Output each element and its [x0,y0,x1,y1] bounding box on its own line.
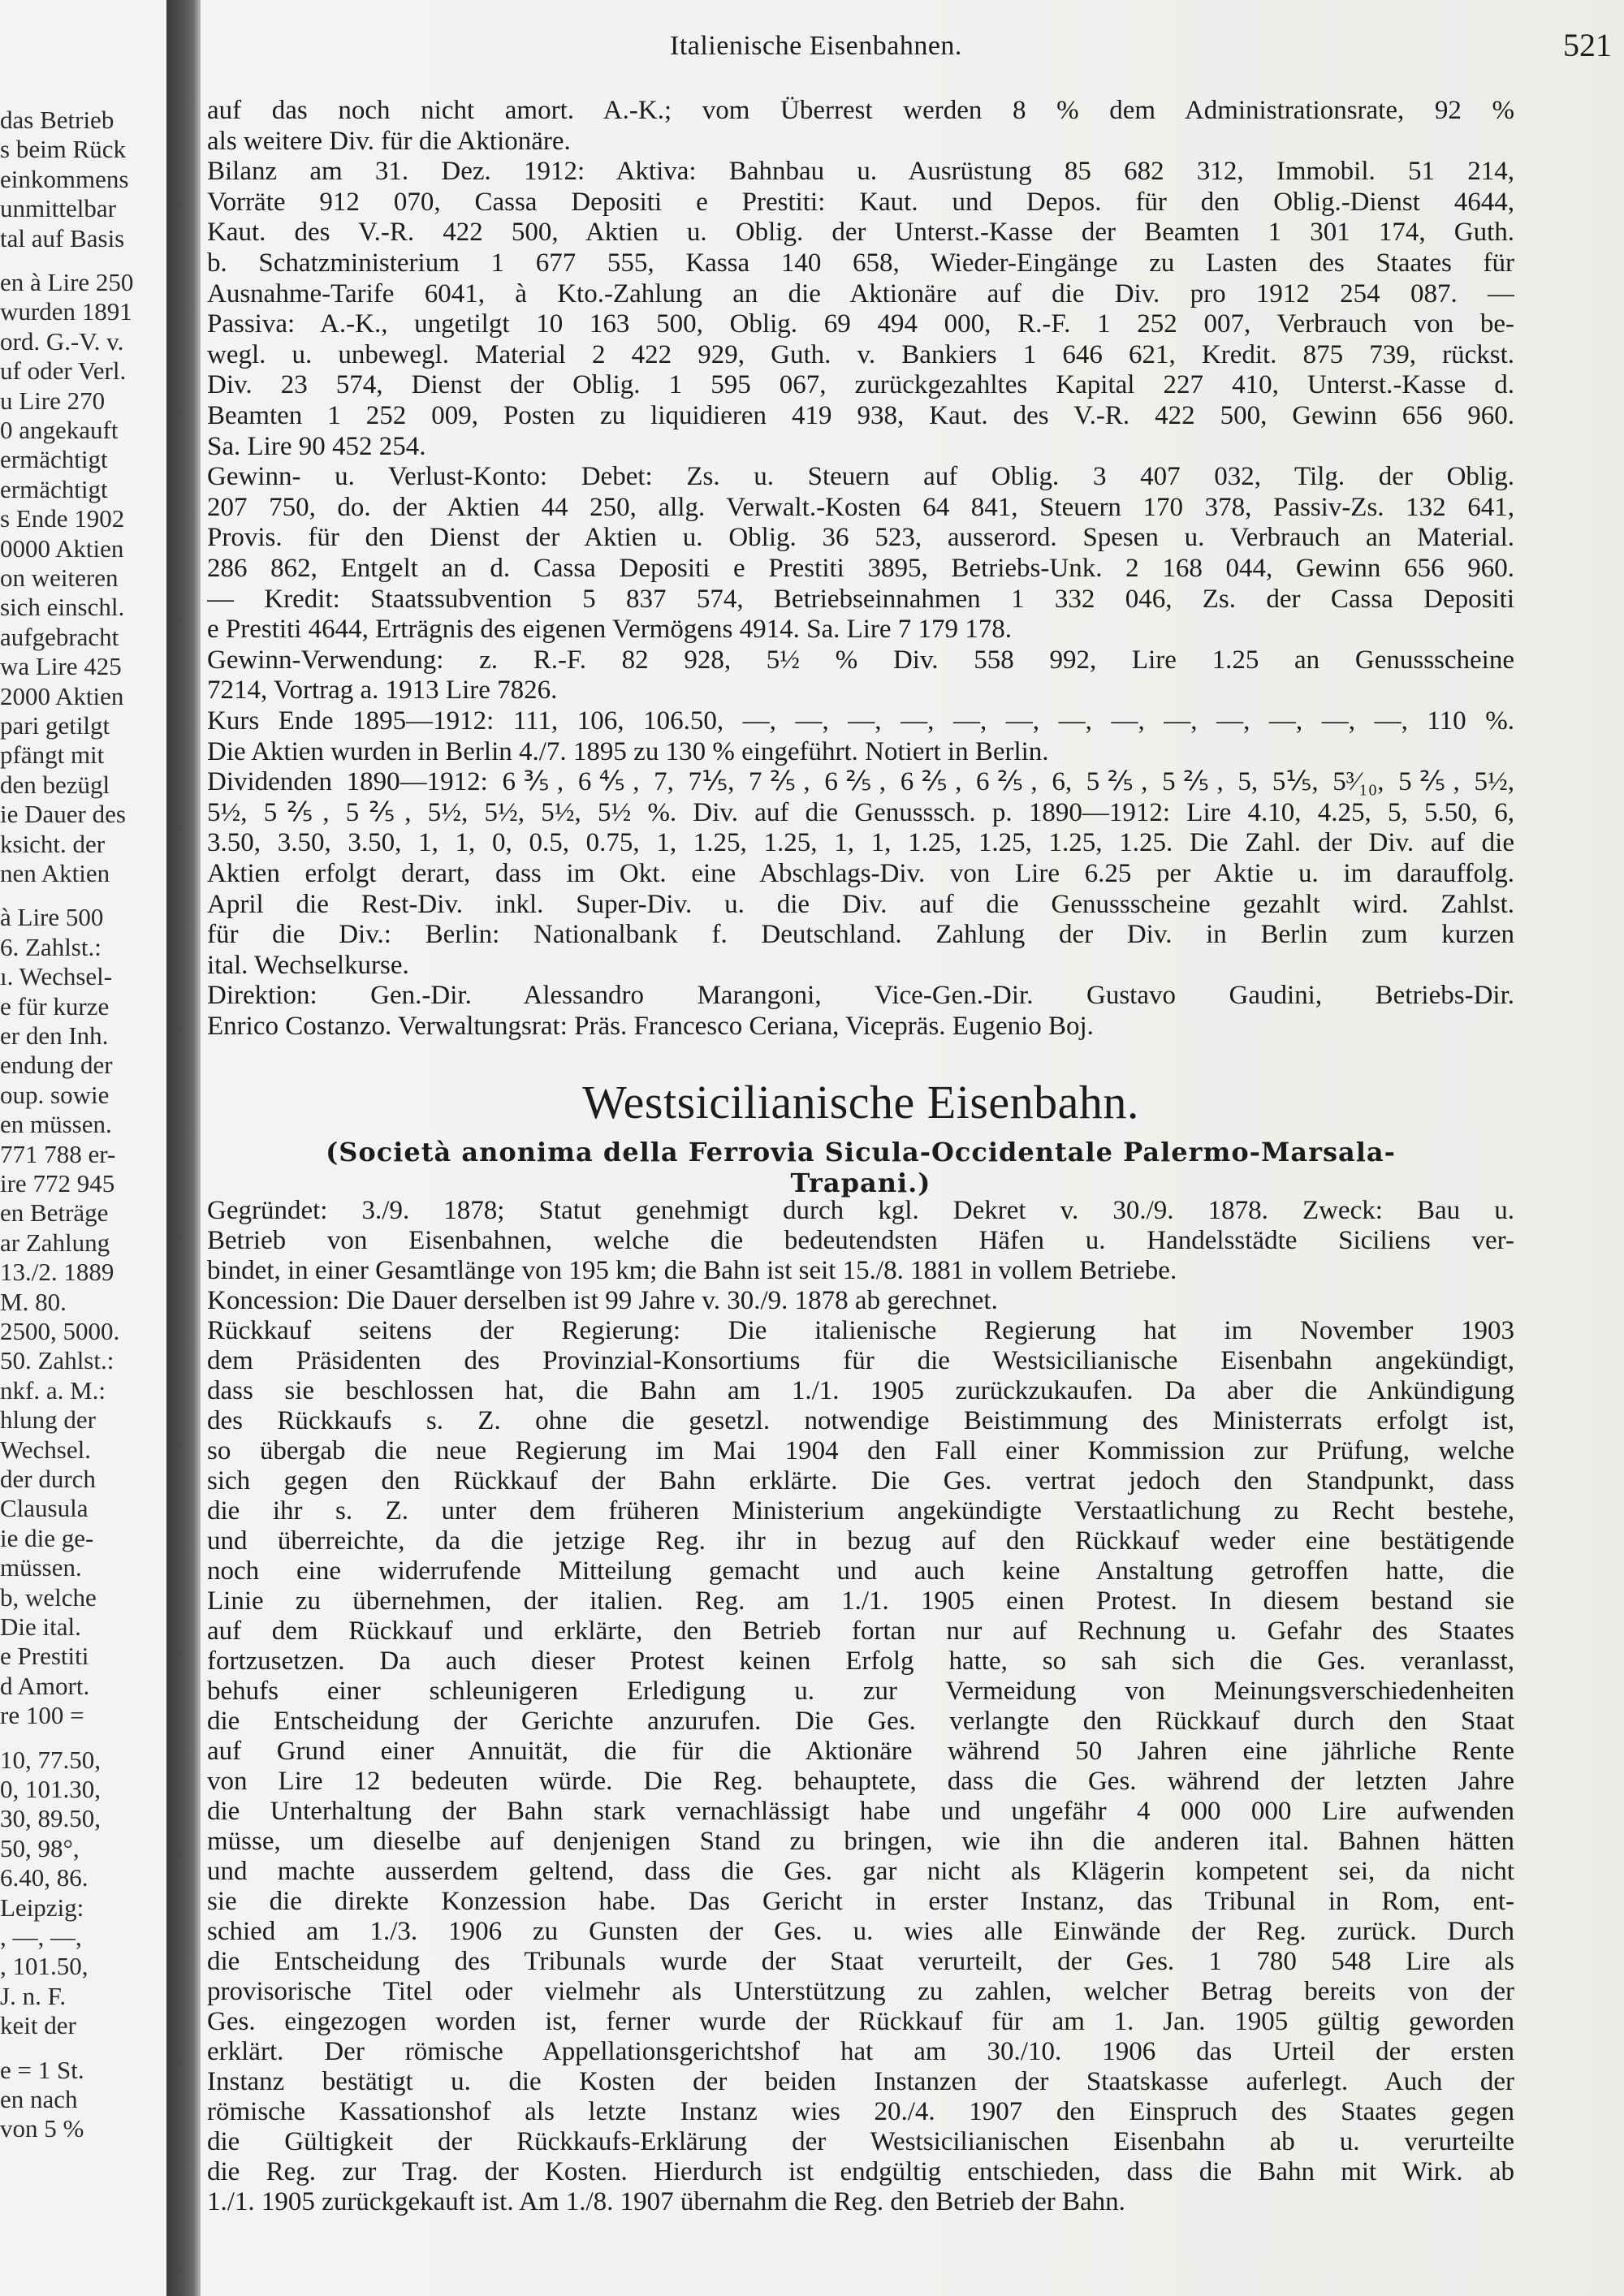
margin-fragment: ire 772 945 [0,1169,115,1198]
text-line: die Entscheidung der Gerichte anzurufen. Die Ges. verlangte den Rückkauf durch den Staat [207,1707,1514,1736]
margin-fragment: der durch [0,1465,96,1493]
margin-fragment: ermächtigt [0,445,108,474]
margin-fragment: das Betrieb [0,106,114,134]
text-line: Koncession: Die Dauer derselben ist 99 Jahre v. 30./9. 1878 ab gerechnet. [207,1286,998,1315]
margin-fragment: M. 80. [0,1287,67,1316]
margin-fragment: müssen. [0,1553,82,1582]
margin-fragment: ord. G.-V. v. [0,326,124,356]
margin-fragment: pfängt mit [0,740,105,770]
margin-fragment: d Amort. [0,1671,90,1700]
text-line: die Unterhaltung der Bahn stark vernachlässigt habe und ungefähr 4 000 000 Lire aufwenden [207,1797,1514,1826]
text-line: April die Rest-Div. inkl. Super-Div. u. die Div. auf die Genussscheine gezahlt wird. Zahlst. [207,889,1514,919]
margin-fragment: Wechsel. [0,1435,91,1464]
text-line: Kaut. des V.-R. 422 500, Aktien u. Oblig. der Unterst.-Kasse der Beamten 1 301 174, Guth. [207,218,1514,248]
margin-fragment: 0 angekauft [0,416,119,444]
text-line: auf das noch nicht amort. A.-K.; vom Überrest werden 8 % dem Administrationsrate, 92 % [207,96,1514,125]
margin-fragment: 50. Zahlst.: [0,1346,114,1375]
text-line: Ges. eingezogen worden ist, ferner wurde der Rückkauf für am 1. Jan. 1905 gültig geworden [207,2007,1514,2036]
text-line: und machte ausserdem geltend, dass die Ges. gar nicht als Klägerin kompetent sei, da nicht [207,1857,1514,1886]
text-line: als weitere Div. für die Aktionäre. [207,126,571,156]
section-subtitle-line-2: Trapani.) [790,1167,931,1198]
text-line: für die Div.: Berlin: Nationalbank f. Deutschland. Zahlung der Div. in Berlin zum kurzen [207,920,1514,950]
text-line: römische Kassationshof als letzte Instanz wies 20./4. 1907 den Einspruch des Staates gegen [207,2097,1514,2126]
text-line: Betrieb von Eisenbahnen, welche die bedeutendsten Häfen u. Handelsstädte Siciliens ver- [207,1226,1514,1255]
margin-fragment: ksicht. der [0,829,106,858]
margin-fragment: pari getilgt [0,711,110,740]
margin-fragment: u Lire 270 [0,386,106,415]
text-line: so übergab die neue Regierung im Mai 1904 den Fall einer Kommission zur Prüfung, welche [207,1436,1514,1465]
margin-fragment: , —, —, [0,1923,82,1951]
text-line: von Lire 12 bedeuten würde. Die Reg. behauptete, dass die Ges. während der letzten Jahre [207,1767,1514,1796]
margin-fragment: einkommens [0,164,129,193]
margin-fragment: ı. Wechsel- [0,962,113,991]
margin-fragment: 0000 Aktien [0,533,124,563]
text-line: die Gültigkeit der Rückkaufs-Erklärung der Westsicilianischen Eisenbahn ab u. verurteilte [207,2127,1514,2156]
page-content [207,23,1612,2264]
text-line: Die Aktien wurden in Berlin 4./7. 1895 zu 130 % eingeführt. Notiert in Berlin. [207,736,1049,766]
margin-fragment: re 100 = [0,1701,84,1730]
margin-fragment: s beim Rück [0,135,126,164]
margin-fragment: uf oder Verl. [0,356,127,386]
margin-fragment: von 5 % [0,2114,84,2143]
margin-fragment: e = 1 St. [0,2055,84,2084]
margin-fragment: den bezügl [0,770,110,799]
margin-fragment: ermächtigt [0,474,108,503]
margin-fragment: wa Lire 425 [0,652,122,681]
text-line: 7214, Vortrag a. 1913 Lire 7826. [207,675,558,706]
text-line: — Kredit: Staatssubvention 5 837 574, Betriebseinnahmen 1 332 046, Zs. der Cassa Depositi [207,584,1514,614]
text-line: 286 862, Entgelt an d. Cassa Depositi e Prestiti 3895, Betriebs-Unk. 2 168 044, Gewinn 656 960. [207,554,1514,583]
running-title: Italienische Eisenbahnen. [670,31,962,61]
text-line: Gewinn-Verwendung: z. R.-F. 82 928, 5½ % Div. 558 992, Lire 1.25 an Genussscheine [207,645,1514,675]
text-line: schied am 1./3. 1906 zu Gunsten der Ges. u. wies alle Einwände der Reg. zurück. Durch [207,1917,1514,1946]
text-line: behufs einer schleunigeren Erledigung u. zur Vermeidung von Meinungsverschiedenheiten [207,1677,1514,1706]
margin-fragment: sich einschl. [0,593,125,622]
margin-fragment: 10, 77.50, [0,1745,101,1774]
text-line: 1./1. 1905 zurückgekauft ist. Am 1./8. 1907 übernahm die Reg. den Betrieb der Bahn. [207,2187,1125,2216]
running-head [207,23,1612,71]
text-line: noch eine widerrufende Mitteilung gemacht und auch keine Anstaltung getroffen hatte, die [207,1556,1514,1586]
section-title: Westsicilianische Eisenbahn. [582,1076,1139,1129]
margin-fragment: Die ital. [0,1612,81,1641]
margin-fragment: nkf. a. M.: [0,1375,106,1405]
text-line: müsse, um dieselbe auf denjenigen Stand zu bringen, wie ihn die anderen ital. Bahnen hätten [207,1827,1514,1856]
margin-fragment: unmittelbar [0,194,116,223]
text-line: sie die direkte Konzession habe. Das Gericht in erster Instanz, das Tribunal in Rom, ent- [207,1887,1514,1916]
margin-fragment: à Lire 500 [0,903,104,932]
margin-fragment: hlung der [0,1405,96,1435]
text-line: und überreichte, da die jetzige Reg. ihr in bezug auf den Rückkauf weder eine bestätigende [207,1526,1514,1556]
margin-fragment: 30, 89.50, [0,1804,101,1833]
text-line: erklärt. Der römische Appellationsgerichtshof hat am 30./10. 1906 das Urteil der ersten [207,2037,1514,2066]
margin-fragment: Clausula [0,1494,89,1523]
text-line: bindet, in einer Gesamtlänge von 195 km; die Bahn ist seit 15./8. 1881 in vollem Betriebe. [207,1256,1177,1285]
text-line: Vorräte 912 070, Cassa Depositi e Prestiti: Kaut. und Depos. für den Oblig.-Dienst 4644, [207,187,1514,217]
previous-page-margin [0,0,166,2296]
book-gutter-shadow [166,0,201,2296]
margin-fragment: er den Inh. [0,1021,109,1050]
margin-fragment: wurden 1891 [0,297,132,326]
margin-fragment: keit der [0,2011,76,2040]
text-line: Kurs Ende 1895—1912: 111, 106, 106.50, —, —, —, —, —, —, —, —, —, —, —, —, —, 110 %. [207,706,1514,736]
text-line: Direktion: Gen.-Dir. Alessandro Marangoni, Vice-Gen.-Dir. Gustavo Gaudini, Betriebs-Dir. [207,981,1514,1011]
text-line: sich gegen den Rückkauf der Bahn erklärte. Die Ges. vertrat jedoch den Standpunkt, dass [207,1466,1514,1495]
text-line: b. Schatzministerium 1 677 555, Kassa 140 658, Wieder-Eingänge zu Lasten des Staates für [207,248,1514,278]
text-line: Provis. für den Dienst der Aktien u. Oblig. 36 523, ausserord. Spesen u. Verbrauch an Material. [207,523,1514,553]
margin-fragment: b, welche [0,1582,97,1612]
text-line: Gegründet: 3./9. 1878; Statut genehmigt durch kgl. Dekret v. 30./9. 1878. Zweck: Bau u. [207,1196,1514,1225]
text-line: Dividenden 1890—1912: 6⅗, 6⅘, 7, 7⅕, 7⅖, 6⅖, 6⅖, 6⅖, 6, 5⅖, 5⅖, 5, 5⅕, 5³⁄₁₀, 5⅖, 5½, [207,767,1514,797]
margin-fragment: en Beträge [0,1198,109,1228]
margin-fragment: ie die ge- [0,1523,94,1552]
section-subtitle-line-1: (Società anonima della Ferrovia Sicula-Occidentale Palermo-Marsala- [326,1137,1396,1167]
margin-fragment: 6. Zahlst.: [0,932,102,961]
text-line: Rückkauf seitens der Regierung: Die italienische Regierung hat im November 1903 [207,1316,1514,1345]
margin-fragment: 50, 98°, [0,1833,80,1862]
text-line: Beamten 1 252 009, Posten zu liquidieren 419 938, Kaut. des V.-R. 422 500, Gewinn 656 960. [207,401,1514,430]
margin-fragment: 771 788 er- [0,1139,116,1168]
margin-fragment: 13./2. 1889 [0,1258,114,1287]
text-line: auf dem Rückkauf und erklärte, den Betrieb fortan nur auf Rechnung u. Gefahr des Staates [207,1616,1514,1646]
text-line: Sa. Lire 90 452 254. [207,431,426,461]
text-line: ital. Wechselkurse. [207,950,409,980]
text-line: Aktien erfolgt derart, dass im Okt. eine Abschlags-Div. von Lire 6.25 per Aktie u. im darauffolg. [207,859,1514,888]
margin-fragment: Leipzig: [0,1892,84,1922]
margin-fragment: oup. sowie [0,1080,110,1109]
text-line: Ausnahme-Tarife 6041, à Kto.-Zahlung an die Aktionäre auf die Div. pro 1912 254 087. — [207,278,1514,309]
text-line: Enrico Costanzo. Verwaltungsrat: Präs. Francesco Ceriana, Vicepräs. Eugenio Boj. [207,1012,1094,1041]
margin-fragment: tal auf Basis [0,223,125,252]
margin-fragment: ar Zahlung [0,1228,110,1257]
text-line: Gewinn- u. Verlust-Konto: Debet: Zs. u. Steuern auf Oblig. 3 407 032, Tilg. der Oblig. [207,462,1514,492]
text-line: provisorische Titel oder vielmehr als Unterstützung zu zahlen, welcher Betrag bereits von der [207,1977,1514,2006]
margin-fragment: s Ende 1902 [0,504,125,533]
text-line: Passiva: A.-K., ungetilgt 10 163 500, Oblig. 69 494 000, R.-F. 1 252 007, Verbrauch von be- [207,309,1514,339]
page-number: 521 [1563,27,1612,63]
margin-fragment: 2500, 5000. [0,1317,120,1345]
text-line: fortzusetzen. Da auch dieser Protest keinen Erfolg hatte, so sah sich die Ges. veranlasst, [207,1646,1514,1676]
text-line: auf Grund einer Annuität, die für die Aktionäre während 50 Jahren eine jährliche Rente [207,1737,1514,1766]
text-line: die Entscheidung des Tribunals wurde der Staat verurteilt, der Ges. 1 780 548 Lire als [207,1947,1514,1976]
margin-fragment: ie Dauer des [0,800,126,829]
margin-fragment: J. n. F. [0,1981,67,2010]
text-line: die ihr s. Z. unter dem früheren Ministerium angekündigte Verstaatlichung zu Recht bestehe, [207,1496,1514,1526]
margin-fragment: , 101.50, [0,1952,89,1981]
text-line: dass sie beschlossen hat, die Bahn am 1./1. 1905 zurückzukaufen. Da aber die Ankündigung [207,1376,1514,1405]
text-line: dem Präsidenten des Provinzial-Konsortiums für die Westsicilianische Eisenbahn angekündigt, [207,1346,1514,1375]
margin-fragment: e für kurze [0,991,110,1021]
margin-fragment: 6.40, 86. [0,1863,89,1892]
text-line: 3.50, 3.50, 3.50, 1, 1, 0, 0.5, 0.75, 1, 1.25, 1.25, 1, 1, 1.25, 1.25, 1.25, 1.25. Die Zahl. der Div. auf die [207,828,1514,858]
text-line: wegl. u. unbewegl. Material 2 422 929, Guth. v. Bankiers 1 646 621, Kredit. 875 739, rückst. [207,339,1514,369]
text-line: e Prestiti 4644, Erträgnis des eigenen Vermögens 4914. Sa. Lire 7 179 178. [207,615,1013,645]
text-line: Div. 23 574, Dienst der Oblig. 1 595 067, zurückgezahltes Kapital 227 410, Unterst.-Kasse d. [207,370,1514,400]
margin-fragment: endung der [0,1051,113,1080]
text-line: 207 750, do. der Aktien 44 250, allg. Verwalt.-Kosten 64 841, Steuern 170 378, Passiv-Zs. 132 641, [207,492,1514,522]
margin-fragment: 2000 Aktien [0,681,124,710]
margin-fragment: en nach [0,2085,78,2113]
margin-fragment: on weiteren [0,563,119,592]
margin-fragment: aufgebracht [0,622,119,651]
text-line: die Reg. zur Trag. der Kosten. Hierdurch ist endgültig entschieden, dass die Bahn mit Wirk. ab [207,2157,1514,2186]
margin-fragment: 0, 101.30, [0,1775,101,1803]
margin-fragment: nen Aktien [0,859,110,887]
margin-fragment: en müssen. [0,1110,112,1139]
margin-fragment: en à Lire 250 [0,268,134,296]
margin-fragment: e Prestiti [0,1642,89,1671]
text-line: Bilanz am 31. Dez. 1912: Aktiva: Bahnbau u. Ausrüstung 85 682 312, Immobil. 51 214, [207,157,1514,187]
text-line: 5½, 5⅖, 5⅖, 5½, 5½, 5½, 5½ %. Div. auf die Genusssch. p. 1890—1912: Lire 4.10, 4.25, 5, 5.50, 6, [207,797,1514,827]
text-line: Instanz bestätigt u. die Kosten der beiden Instanzen der Staatskasse auferlegt. Auch der [207,2067,1514,2096]
text-line: Linie zu übernehmen, der italien. Reg. am 1./1. 1905 einen Protest. In diesem bestand sie [207,1586,1514,1616]
text-line: des Rückkaufs s. Z. ohne die gesetzl. notwendige Beistimmung des Ministerrats erfolgt ist, [207,1406,1514,1435]
